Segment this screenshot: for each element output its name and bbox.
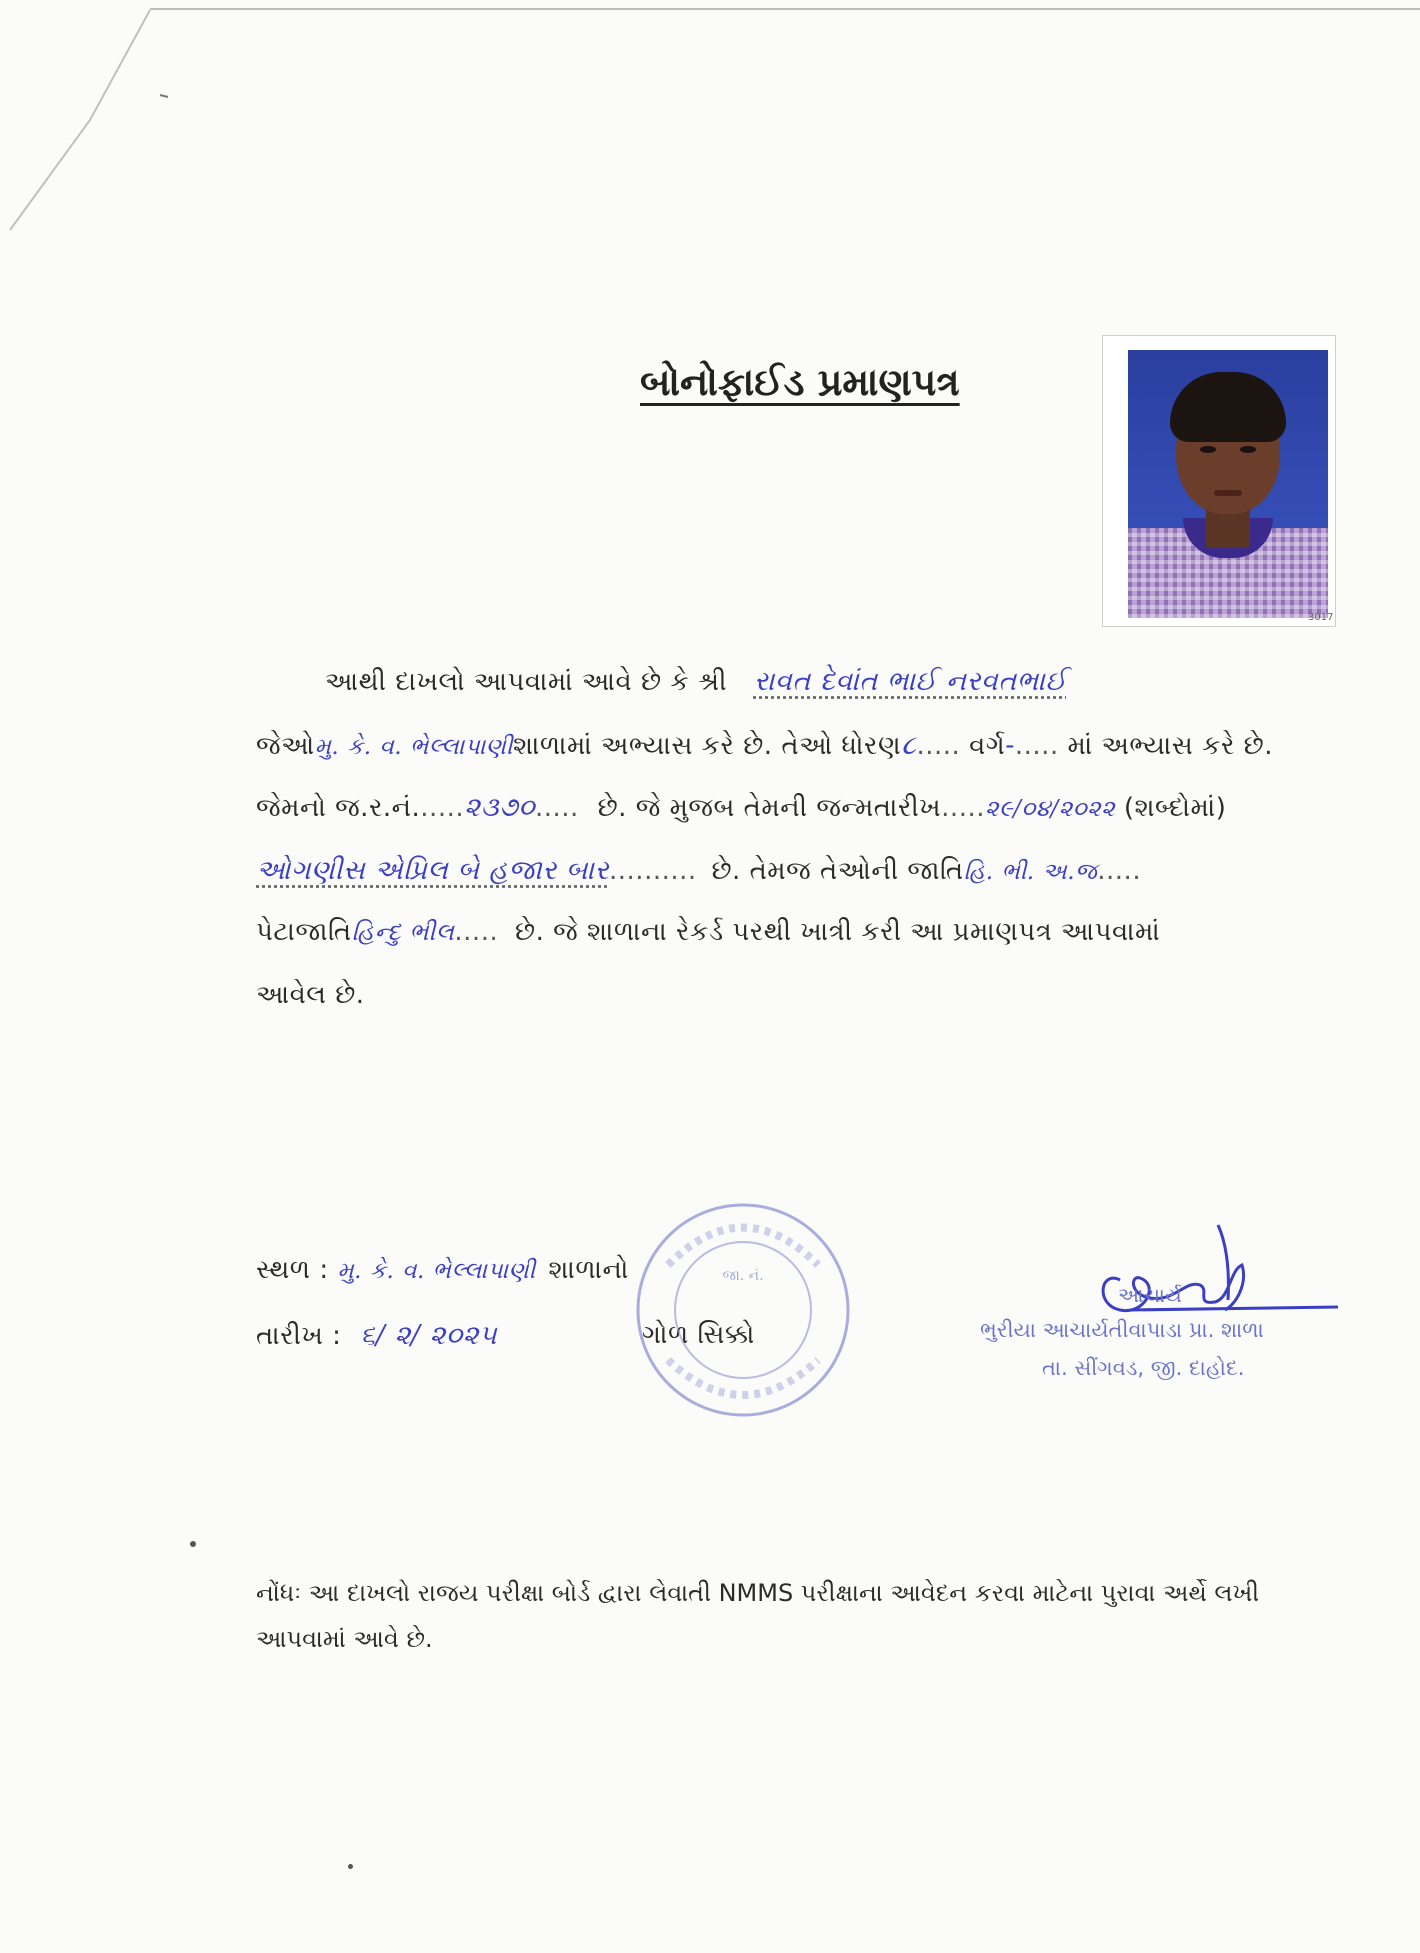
date-value: ૬/ ૨/ ૨૦૨૫ xyxy=(360,1320,498,1351)
birth-date: ૨૯/૦૪/૨૦૨૨ xyxy=(985,796,1116,822)
line-3: જેમનો જ.ર.નં......૨૩૭૦..... છે. જે મુજબ તેમની જન્મતારીખ.....૨૯/૦૪/૨૦૨૨ (શબ્દોમાં) xyxy=(256,792,1227,823)
note-text: નોંધઃ આ દાખલો રાજય પરીક્ષા બોર્ડ દ્વારા લેવાતી NMMS પરીક્ષાના આવેદન કરવા માટેના પુરાવા અર્થે લખી આપવામાં આવે છે. xyxy=(256,1579,1260,1653)
division-value: - xyxy=(1005,730,1015,761)
certificate-title: બોનોફાઈડ પ્રમાણપત્ર xyxy=(640,360,960,404)
standard-value: ૮ xyxy=(901,730,917,761)
school-seal-stamp xyxy=(628,1195,858,1425)
scan-speck xyxy=(190,1541,196,1547)
school-stamp-name: ભુરીયા આચાર્યતીવાપાડા પ્રા. શાળા xyxy=(980,1318,1264,1342)
birth-date-words: ઓગણીસ એપ્રિલ બે હજાર બાર xyxy=(256,855,610,886)
scan-edge xyxy=(150,8,1420,10)
svg-text:જા. નં.: જા. નં. xyxy=(722,1268,764,1284)
place-value: મુ. કે. વ. ભેલ્લાપાણી xyxy=(337,1258,536,1284)
line-5: પેટાજાતિહિન્દુ ભીલ..... છે. જે શાળાના રેકર્ડ પરથી ખાત્રી કરી આ પ્રમાણપત્ર આપવામાં xyxy=(256,917,1161,947)
photo-id: 3017 xyxy=(1308,612,1334,623)
place-label: સ્થળ : xyxy=(256,1255,329,1285)
gr-number: ૨૩૭૦ xyxy=(464,792,535,823)
student-name: રાવત દેવાંત ભાઈ નરવતભાઈ xyxy=(753,666,1067,697)
line-2: જેઓમુ. કે. વ. ભેલ્લાપાણીશાળામાં અભ્યાસ કરે છે. તેઓ ધોરણ૮..... વર્ગ-..... માં અભ્યાસ કરે છે. xyxy=(256,730,1274,761)
school-word: શાળાનો xyxy=(548,1255,629,1285)
student-photo xyxy=(1128,350,1328,618)
school-name: મુ. કે. વ. ભેલ્લાપાણી xyxy=(314,734,513,760)
caste-value: હિ. ભી. અ.જ xyxy=(963,859,1098,885)
line-6: આવેલ છે. xyxy=(256,980,365,1010)
principal-title: આચાર્ય xyxy=(1118,1283,1183,1307)
place-line xyxy=(256,1255,629,1286)
sub-caste-value: હિન્દુ ભીલ xyxy=(351,918,455,946)
date-label: તારીખ : xyxy=(256,1321,342,1351)
line-1: આથી દાખલો આપવામાં આવે છે કે શ્રી રાવત દેવાંત ભાઈ નરવતભાઈ xyxy=(325,666,1067,697)
line-4: ઓગણીસ એપ્રિલ બે હજાર બાર.......... છે. તેમજ તેઓની જાતિહિ. ભી. અ.જ..... xyxy=(256,855,1142,886)
scan-speck xyxy=(348,1864,353,1869)
date-line xyxy=(256,1320,497,1352)
seal-word: ગોળ સિક્કો xyxy=(642,1320,755,1350)
scan-fold-mark xyxy=(0,0,200,260)
school-stamp-taluka: તા. સીંગવડ, જી. દાહોદ. xyxy=(1042,1356,1245,1380)
